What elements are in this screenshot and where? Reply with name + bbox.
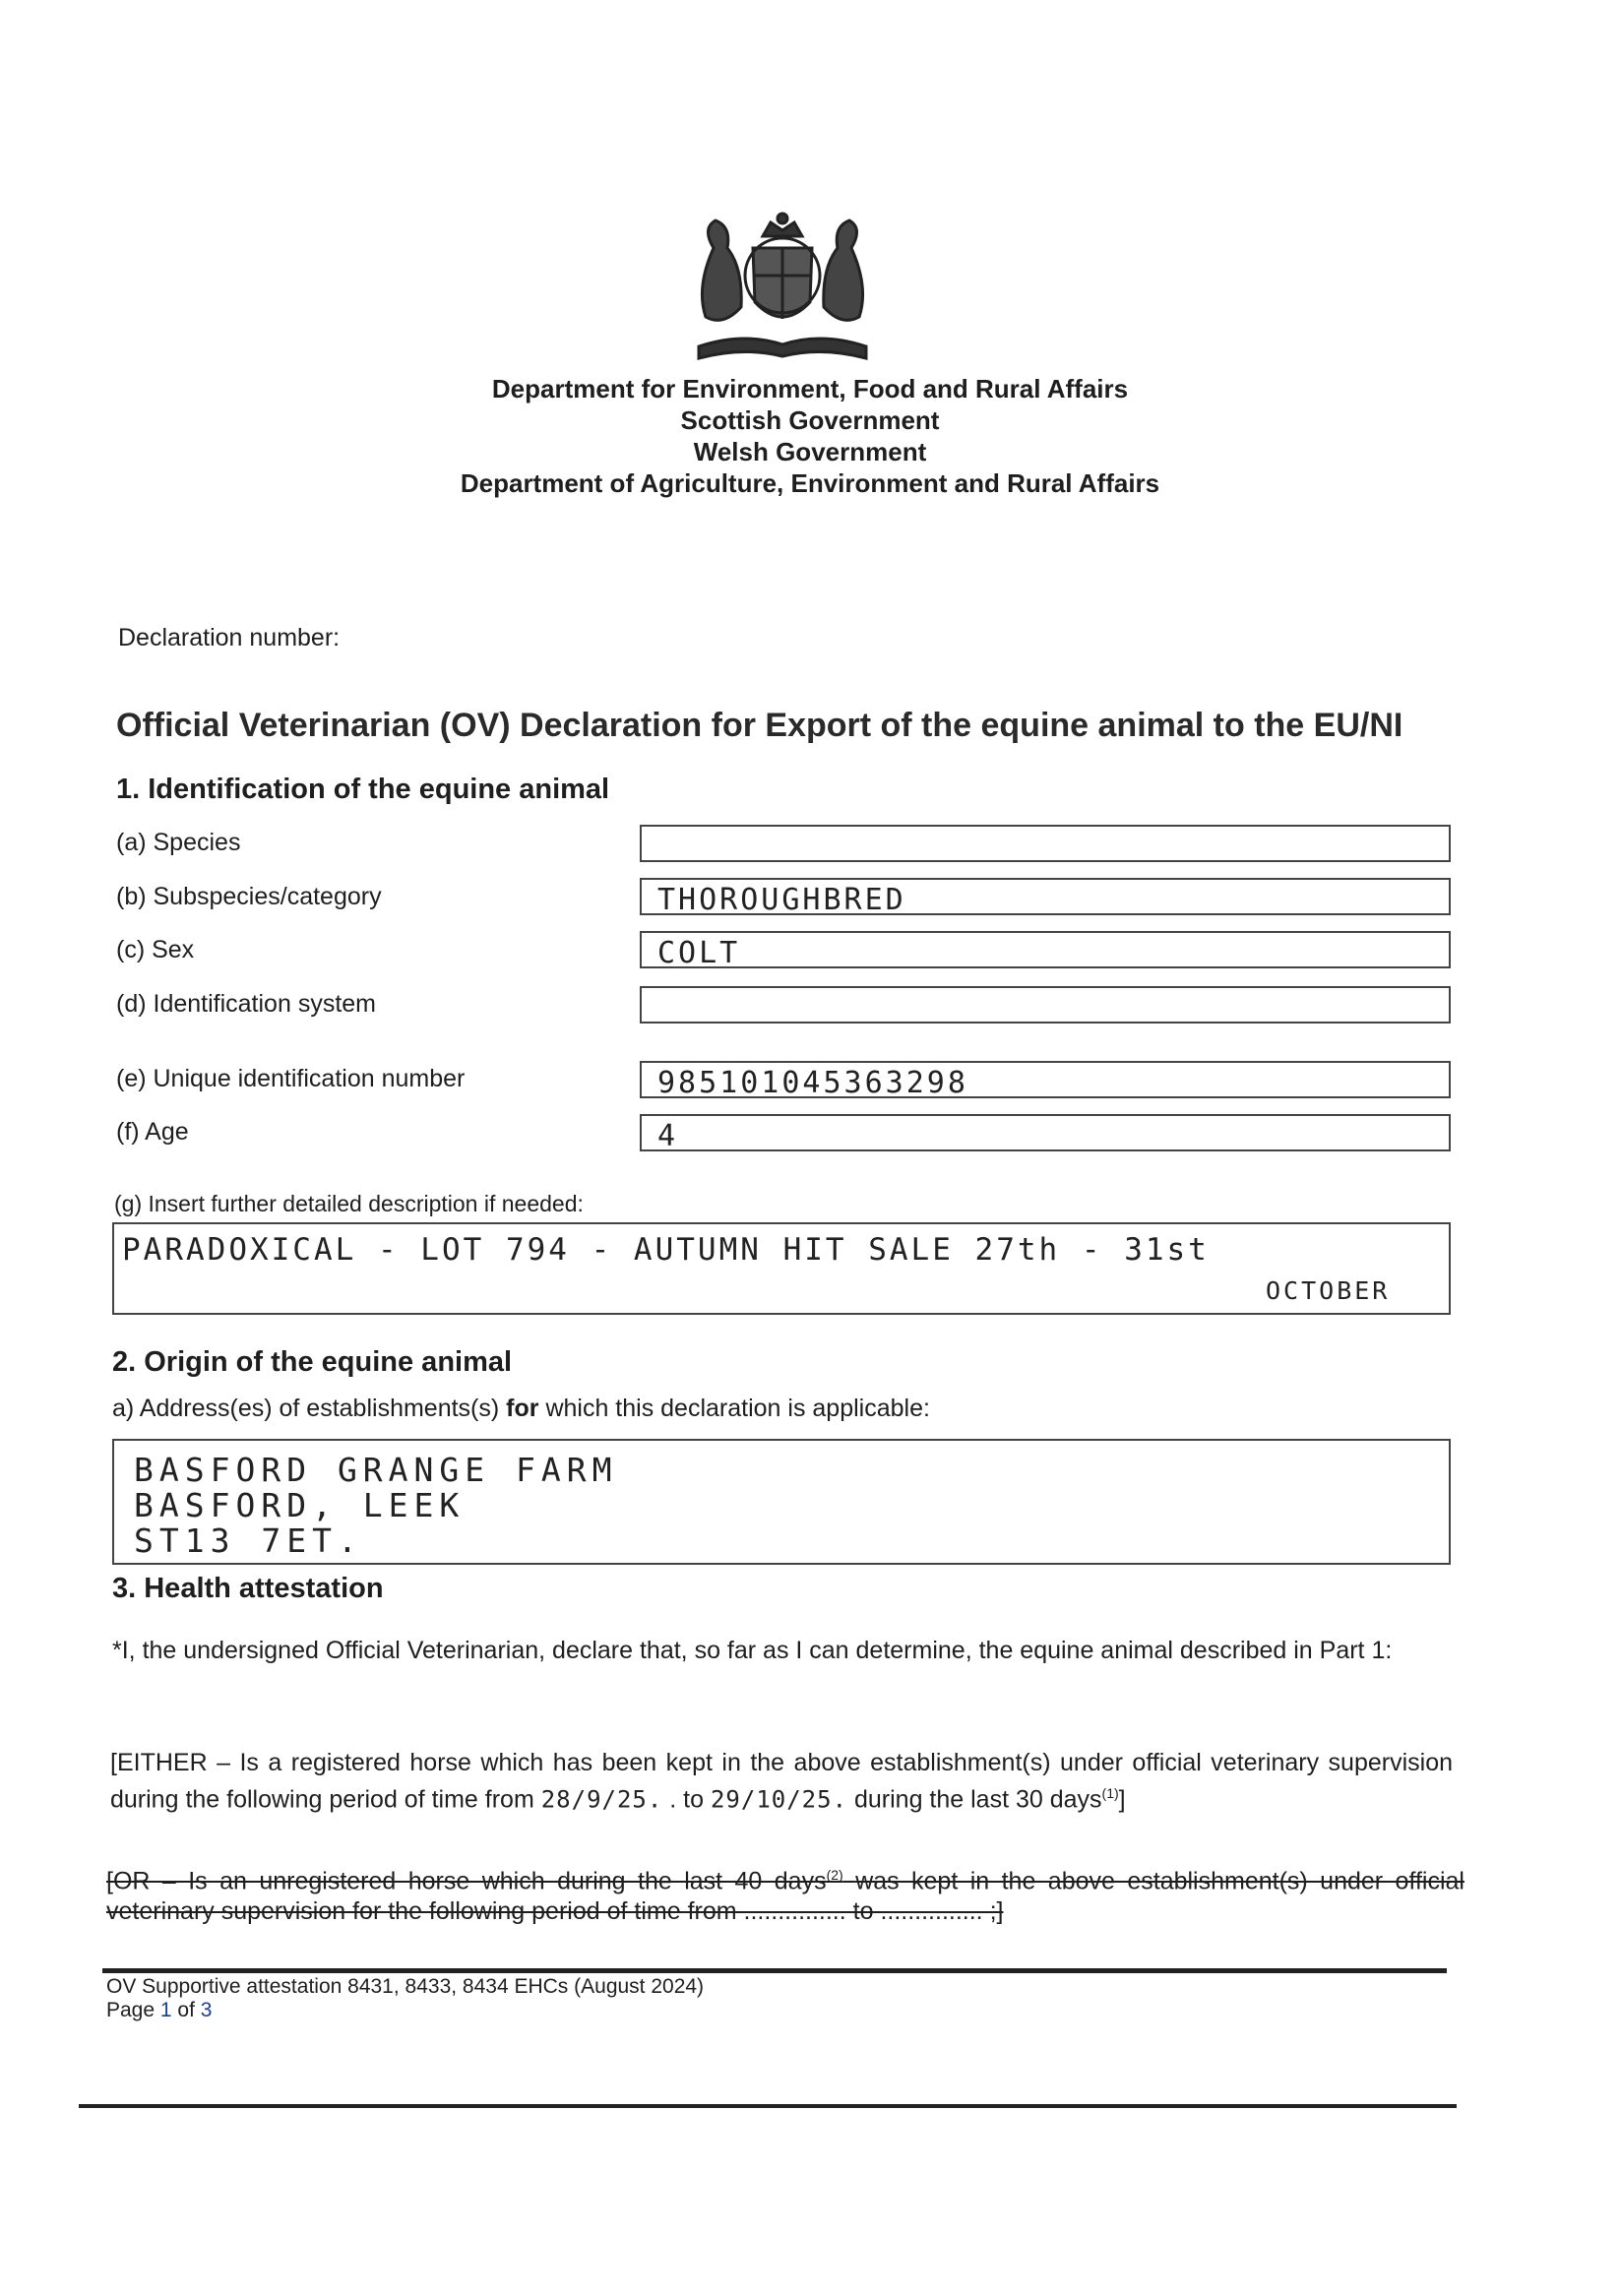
unique-id-label: (e) Unique identification number: [116, 1065, 466, 1092]
species-field[interactable]: [640, 825, 1451, 862]
description-field[interactable]: PARADOXICAL - LOT 794 - AUTUMN HIT SALE 27th - 31st OCTOBER: [112, 1222, 1451, 1315]
either-from-date: 28/9/25.: [540, 1785, 663, 1814]
either-to-date: 29/10/25.: [710, 1785, 848, 1814]
page-title: Official Veterinarian (OV) Declaration for Export of the equine animal to the EU/NI: [116, 707, 1403, 744]
address-field[interactable]: BASFORD GRANGE FARM BASFORD, LEEK ST13 7ET.: [112, 1439, 1451, 1565]
department-welsh-government: Welsh Government: [693, 437, 927, 466]
bottom-scan-line: [79, 2104, 1457, 2108]
subspecies-label: (b) Subspecies/category: [116, 883, 382, 910]
age-label: (f) Age: [116, 1118, 189, 1146]
identification-system-field[interactable]: [640, 986, 1451, 1024]
age-field[interactable]: 4: [640, 1114, 1451, 1151]
declaration-number-label: Declaration number:: [118, 624, 341, 652]
unique-id-field[interactable]: 985101045363298: [640, 1061, 1451, 1098]
sex-label: (c) Sex: [116, 936, 195, 963]
or-clause-struck-through: [OR – Is an unregistered horse which during the last 40 days$^{(2)}$ was kept in the above establishment(s) under official veterinary supervision for the following period of time from ............... to ............... ;]: [106, 1867, 1464, 1926]
page-number: Page 1 of 3: [106, 1999, 213, 2021]
section-1-title: 1. Identification of the equine animal: [116, 774, 610, 805]
department-defra: Department for Environment, Food and Rural Affairs: [491, 374, 1129, 403]
section-3-title: 3. Health attestation: [112, 1573, 384, 1604]
attestation-intro: *I, the undersigned Official Veterinarian, declare that, so far as I can determine, the equine animal described in Part 1:: [112, 1637, 1393, 1664]
section-2-title: 2. Origin of the equine animal: [112, 1346, 513, 1378]
department-daera: Department of Agriculture, Environment and Rural Affairs: [460, 468, 1160, 498]
sex-field[interactable]: COLT: [640, 931, 1451, 968]
footer-divider: [102, 1968, 1447, 1973]
address-label: a) Address(es) of establishments(s) for which this declaration is applicable:: [112, 1395, 930, 1422]
either-clause: [EITHER – Is a registered horse which has been kept in the above establishment(s) under official veterinary supervision during the following period of time from 28/9/25. . to 29/10/25. during the last 30 days$^{(1)}$]: [110, 1749, 1453, 1814]
species-label: (a) Species: [116, 829, 241, 856]
description-label: (g) Insert further detailed description if needed:: [114, 1191, 584, 1216]
subspecies-field[interactable]: THOROUGHBRED: [640, 878, 1451, 915]
identification-system-label: (d) Identification system: [116, 990, 376, 1018]
department-scottish-government: Scottish Government: [680, 405, 940, 435]
footer-reference: OV Supportive attestation 8431, 8433, 8434 EHCs (August 2024): [106, 1975, 705, 1998]
royal-coat-of-arms-icon: [684, 209, 881, 366]
